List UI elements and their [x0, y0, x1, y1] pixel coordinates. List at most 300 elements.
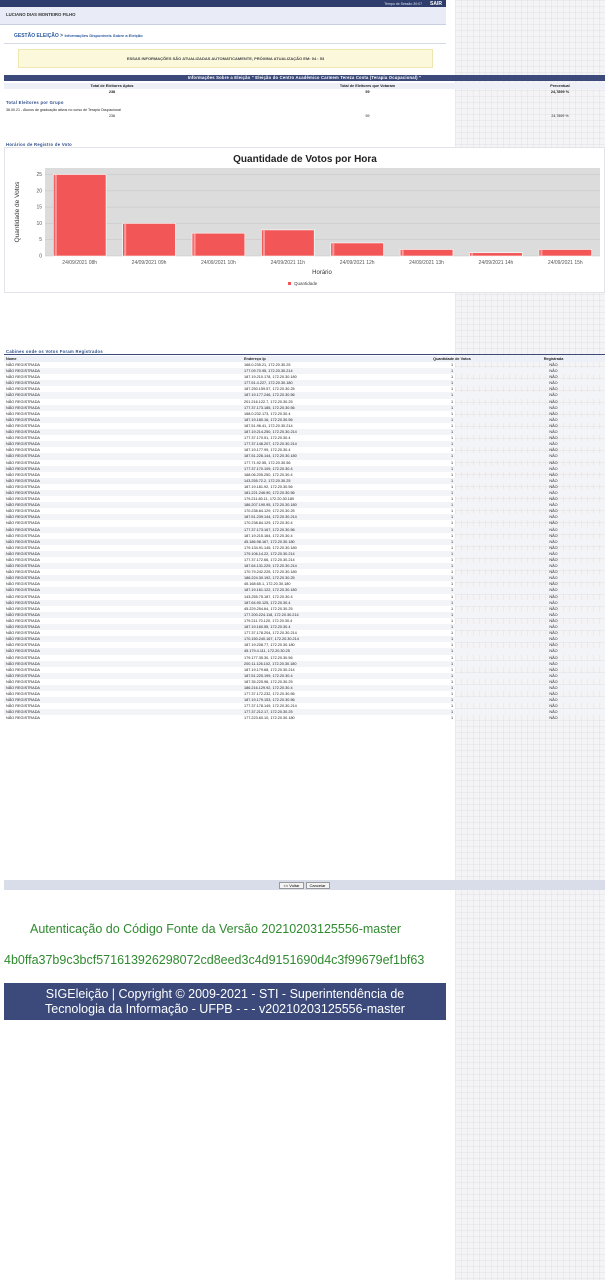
group-values	[4, 114, 605, 118]
cabin-name: NÃO REGISTRADA	[6, 558, 40, 562]
cabin-name: NÃO REGISTRADA	[4, 624, 242, 630]
cabin-registered: NÃO	[502, 441, 605, 447]
cabin-registered: NÃO	[549, 558, 558, 562]
cabin-qty: 1	[402, 441, 502, 447]
cabin-qty: 1	[450, 667, 454, 672]
cabin-registered: NÃO	[502, 648, 605, 654]
cabin-name: NÃO REGISTRADA	[6, 448, 40, 453]
cabin-registered: NÃO	[549, 606, 558, 611]
cabin-ip: 45.168.65.1, 172.20.30.180	[244, 582, 291, 587]
cabin-name: NÃO REGISTRADA	[6, 399, 40, 404]
cabin-registered: NÃO	[502, 490, 605, 496]
cabin-name: NÃO REGISTRADA	[6, 655, 40, 660]
cabin-registered: NÃO	[502, 551, 605, 557]
cabin-qty: 1	[450, 594, 454, 599]
cabin-ip: 170.238.84.129, 172.20.30.25	[244, 509, 295, 514]
election-info-header: Informações Sobre a Eleição " Eleição do Centro Acadêmico Carmem Tereza Costa (Terapia Ocupacional) "	[4, 75, 605, 81]
cabin-registered: NÃO	[502, 368, 605, 374]
cabin-name: NÃO REGISTRADA	[4, 514, 242, 520]
voted-count: 59	[365, 90, 370, 94]
cabin-qty: 1	[402, 551, 502, 557]
group-voted: 59	[365, 114, 370, 118]
cabin-name: NÃO REGISTRADA	[6, 679, 40, 684]
col-ip: Endereço Ip	[242, 356, 402, 362]
col-percent: Percentual	[550, 84, 570, 88]
bar-highlight	[332, 243, 334, 255]
cabin-qty: 1	[450, 521, 454, 526]
cabin-registered: NÃO	[502, 502, 605, 508]
cabin-qty: 1	[402, 429, 502, 435]
cabin-name: NÃO REGISTRADA	[4, 551, 242, 557]
cabin-registered: NÃO	[549, 484, 558, 489]
cabin-registered: NÃO	[502, 685, 605, 691]
cabin-qty: 1	[402, 453, 502, 459]
cabin-ip: 187.35.225.96, 172.20.30.25	[244, 679, 293, 684]
x-tick-label: 24/09/2021 13h	[409, 260, 444, 266]
cabin-qty: 1	[450, 692, 454, 697]
cabin-name: NÃO REGISTRADA	[4, 673, 242, 679]
cabin-name: NÃO REGISTRADA	[6, 643, 40, 648]
cabin-qty: 1	[402, 636, 502, 642]
cabin-ip: 179.211.70.120, 172.20.30.4	[244, 618, 293, 623]
cabin-qty: 1	[450, 399, 454, 404]
cabin-ip: 177.71.92.55, 172.20.30.56	[244, 460, 291, 465]
footer	[4, 983, 446, 1020]
cabin-ip: 177.37.172.66, 172.20.30.214	[244, 558, 295, 562]
cabin-qty: 1	[402, 514, 502, 520]
cabin-qty: 1	[402, 563, 502, 569]
cabin-registered: NÃO	[549, 423, 558, 428]
cabin-qty: 1	[450, 570, 454, 575]
cabin-registered: NÃO	[502, 405, 605, 411]
cabin-registered: NÃO	[549, 436, 558, 441]
cabins-divider	[4, 354, 605, 355]
bar-highlight	[540, 250, 542, 256]
x-tick-labels	[62, 260, 583, 266]
eligible-count: 238	[108, 90, 116, 94]
cabin-name: NÃO REGISTRADA	[4, 612, 242, 618]
cabin-registered: NÃO	[549, 643, 558, 648]
cabin-registered: NÃO	[549, 692, 558, 697]
action-bar	[4, 880, 605, 890]
bar-highlight	[55, 175, 57, 255]
cabin-name: NÃO REGISTRADA	[4, 709, 242, 715]
cabin-name: NÃO REGISTRADA	[4, 453, 242, 459]
cabin-ip: 187.19.177.99, 172.20.30.4	[244, 448, 291, 453]
cabin-ip: 187.19.181.92, 172.20.30.56	[244, 484, 293, 489]
cabin-name: NÃO REGISTRADA	[4, 478, 242, 484]
cabins-section-title: Cabines onde os Votos Foram Registrados	[6, 349, 104, 354]
bar-7	[539, 249, 592, 256]
col-voted: Total de Eleitores que Votaram	[339, 84, 396, 88]
y-tick-label: 5	[39, 237, 42, 244]
cabin-name: NÃO REGISTRADA	[4, 587, 242, 593]
col-qty: Quantidade de Votos	[402, 356, 502, 362]
breadcrumb	[14, 33, 143, 39]
y-tick-label: 15	[36, 204, 42, 211]
cabin-ip: 179.177.35.30, 172.20.30.56	[244, 655, 293, 660]
breadcrumb-current: Informações Disponíveis Sobre a Eleição	[64, 33, 143, 38]
cabin-name: NÃO REGISTRADA	[6, 606, 40, 611]
cabin-registered: NÃO	[549, 387, 558, 392]
y-tick-label: 0	[39, 253, 42, 260]
cabin-ip: 177.37.172.232, 172.20.30.56	[244, 692, 295, 697]
cabin-ip: 170.79.242.225, 172.20.30.180	[244, 570, 297, 575]
cabin-name: NÃO REGISTRADA	[4, 600, 242, 606]
cabin-qty: 1	[450, 497, 454, 502]
cabin-name: NÃO REGISTRADA	[4, 563, 242, 569]
col-registered: Registrada	[502, 356, 605, 362]
y-tick-label: 25	[36, 172, 42, 179]
cabin-ip: 168.0.232.173, 172.20.30.4	[244, 411, 291, 416]
cabin-registered: NÃO	[549, 533, 558, 538]
x-tick-label: 24/09/2021 10h	[201, 260, 236, 266]
cabin-registered: NÃO	[549, 716, 558, 721]
x-tick-label: 24/09/2021 08h	[62, 260, 98, 266]
bar-0	[53, 175, 106, 256]
cabin-ip: 177.200.224.118, 172.20.30.214	[242, 612, 402, 618]
cabin-ip: 179.106.14.22, 172.20.30.214	[242, 551, 402, 557]
cabin-qty: 1	[402, 466, 502, 472]
footer-line-2: Tecnologia da Informação - UFPB - - - v20210203125556-master	[45, 1002, 405, 1016]
top-bar	[0, 0, 446, 7]
cabin-ip: 45.186.98.167, 172.20.30.180	[242, 539, 402, 545]
cabin-ip: 187.51.239.144, 172.20.30.214	[242, 514, 402, 520]
cabin-registered: NÃO	[549, 460, 558, 465]
cabin-ip: 177.37.146.207, 172.20.30.214	[242, 441, 402, 447]
cabin-qty: 1	[402, 417, 502, 423]
cabin-registered: NÃO	[549, 618, 558, 623]
cabin-qty: 1	[450, 545, 454, 550]
bar-highlight	[194, 234, 196, 256]
cabin-name: NÃO REGISTRADA	[6, 692, 40, 697]
cabin-ip: 187.19.160.55, 172.20.30.4	[242, 624, 402, 630]
cabin-registered: NÃO	[549, 411, 558, 416]
cabin-qty: 1	[450, 618, 454, 623]
cabin-qty: 1	[450, 460, 454, 465]
cabin-ip: 170.150.240.167, 172.20.30.214	[242, 636, 402, 642]
footer-line-1: SIGEleição | Copyright © 2009-2021 - STI - Superintendência de	[45, 987, 405, 1001]
cabin-ip: 200.11.126.102, 172.20.30.180	[242, 661, 402, 667]
cabin-ip: 187.250.159.57, 172.20.30.25	[244, 387, 295, 392]
cabin-name: NÃO REGISTRADA	[6, 375, 40, 380]
cabin-ip: 168.0.235.21, 172.20.30.25	[244, 363, 291, 367]
cabin-qty: 1	[450, 363, 454, 367]
cabin-registered: NÃO	[502, 429, 605, 435]
cabin-registered: NÃO	[502, 709, 605, 715]
cabin-qty: 1	[450, 704, 454, 709]
cabin-name: NÃO REGISTRADA	[4, 648, 242, 654]
cabin-qty: 1	[402, 368, 502, 374]
breadcrumb-root[interactable]: GESTÃO ELEIÇÃO	[14, 33, 59, 39]
cabin-name: NÃO REGISTRADA	[6, 387, 40, 392]
cabin-ip: 45.179.4.111, 172.20.30.25	[242, 648, 402, 654]
cabin-registered: NÃO	[502, 563, 605, 569]
legend-label: Quantidade	[294, 281, 318, 286]
cabin-name: NÃO REGISTRADA	[6, 363, 40, 367]
cabin-name: NÃO REGISTRADA	[4, 636, 242, 642]
auth-title: Autenticação do Código Fonte da Versão 20210203125556-master	[30, 922, 402, 936]
cabin-name: NÃO REGISTRADA	[4, 502, 242, 508]
cabin-name: NÃO REGISTRADA	[4, 697, 242, 703]
cabin-qty: 1	[402, 392, 502, 398]
cabin-qty: 1	[450, 423, 454, 428]
x-tick-label: 24/09/2021 12h	[339, 260, 375, 266]
cabin-name: NÃO REGISTRADA	[4, 527, 242, 533]
session-timer: Tempo de Sessão 30:07	[384, 1, 423, 6]
cabin-registered: NÃO	[549, 497, 558, 502]
group-section-title: Total Eleitores por Grupo	[6, 100, 64, 105]
cabin-registered: NÃO	[502, 417, 605, 423]
update-notice: ESSAS INFORMAÇÕES SÃO ATUALIZADAS AUTOMATICAMENTE, PRÓXIMA ATUALIZAÇÃO EM: 04 : 53	[18, 49, 433, 68]
cabin-ip: 179.134.91.145, 172.20.30.180	[244, 545, 297, 550]
cabin-ip: 187.19.179.153, 172.20.30.56	[242, 697, 402, 703]
cabin-qty: 1	[402, 600, 502, 606]
cabin-ip: 177.37.173.167, 172.20.30.56	[242, 527, 402, 533]
cabin-qty: 1	[402, 490, 502, 496]
cabin-ip: 187.64.131.229, 172.20.30.214	[242, 563, 402, 569]
cabin-ip: 177.37.212.17, 172.20.30.25	[242, 709, 402, 715]
y-tick-label: 10	[36, 220, 42, 227]
cabin-ip: 170.238.84.129, 172.20.30.4	[244, 521, 293, 526]
y-tick-label: 20	[36, 188, 42, 195]
cabin-registered: NÃO	[549, 655, 558, 660]
cabin-name: NÃO REGISTRADA	[6, 618, 40, 623]
logout-link[interactable]: SAIR	[430, 0, 442, 7]
cabin-registered: NÃO	[502, 539, 605, 545]
cabin-ip: 187.19.215.164, 172.20.30.4	[244, 533, 293, 538]
cabin-qty: 1	[402, 575, 502, 581]
cabin-name: NÃO REGISTRADA	[6, 716, 40, 721]
cabin-registered: NÃO	[502, 600, 605, 606]
election-stats	[4, 83, 605, 95]
bar-highlight	[124, 224, 126, 256]
cabin-registered: NÃO	[502, 624, 605, 630]
cabin-ip: 179.211.80.11, 172.20.30.180	[244, 497, 295, 502]
cabin-registered: NÃO	[502, 514, 605, 520]
cabin-ip: 177.51.4.227, 172.20.30.180	[242, 380, 402, 386]
x-tick-label: 24/09/2021 09h	[131, 260, 167, 266]
cabin-name: NÃO REGISTRADA	[4, 466, 242, 472]
cabin-ip: 187.19.214.250, 172.20.30.214	[242, 429, 402, 435]
cabin-registered: NÃO	[549, 448, 558, 453]
cabin-ip: 177.37.173.185, 172.20.30.56	[242, 405, 402, 411]
cabin-registered: NÃO	[549, 594, 558, 599]
group-percent: 24,7899 %	[551, 114, 569, 118]
cabin-ip: 186.216.129.92, 172.20.30.4	[242, 685, 402, 691]
cabin-qty: 1	[450, 411, 454, 416]
back-button[interactable]: << Voltar	[279, 882, 303, 889]
bar-3	[261, 230, 314, 256]
cancel-button[interactable]: Cancelar	[306, 882, 330, 889]
col-eligible: Total de Eleitores Aptos	[90, 84, 134, 88]
cabin-qty: 1	[450, 375, 454, 380]
cabin-registered: NÃO	[549, 704, 558, 709]
cabin-qty: 1	[402, 673, 502, 679]
cabin-ip: 187.19.177.246, 172.20.30.56	[242, 392, 402, 398]
cabin-registered: NÃO	[502, 636, 605, 642]
cabin-name: NÃO REGISTRADA	[4, 575, 242, 581]
cabin-name: NÃO REGISTRADA	[6, 545, 40, 550]
cabin-qty: 1	[450, 716, 454, 721]
cabin-qty: 1	[402, 661, 502, 667]
cabin-name: NÃO REGISTRADA	[6, 582, 40, 587]
cabin-registered: NÃO	[549, 631, 558, 636]
cabin-registered: NÃO	[549, 399, 558, 404]
cabin-ip: 187.19.210.178, 172.20.30.180	[244, 375, 297, 380]
cabin-name: NÃO REGISTRADA	[4, 392, 242, 398]
cabin-name: NÃO REGISTRADA	[6, 436, 40, 441]
bar-4	[331, 243, 384, 256]
col-name: Nome	[4, 356, 242, 362]
cabin-qty: 1	[402, 624, 502, 630]
cabin-name: NÃO REGISTRADA	[4, 368, 242, 374]
x-tick-label: 24/09/2021 15h	[547, 260, 583, 266]
cabin-registered: NÃO	[549, 582, 558, 587]
cabin-ip: 177.37.178.149, 172.20.30.214	[244, 704, 297, 709]
cabin-registered: NÃO	[549, 509, 558, 514]
cabin-registered: NÃO	[549, 521, 558, 526]
cabin-ip: 187.51.226.144, 172.20.30.180	[242, 453, 402, 459]
cabin-name: NÃO REGISTRADA	[6, 704, 40, 709]
cabin-name: NÃO REGISTRADA	[6, 570, 40, 575]
group-row	[4, 108, 605, 118]
cabin-ip: 177.223.60.10, 172.20.30.180	[244, 716, 295, 721]
cabin-qty: 1	[450, 436, 454, 441]
cabin-registered: NÃO	[502, 478, 605, 484]
cabin-qty: 1	[402, 697, 502, 703]
source-hash: 4b0ffa37b9c3bcf571613926298072cd8eed3c4d9151690d4c3f99679ef1bf63	[4, 953, 425, 967]
group-label: 36.00.21 - Alunos de graduação ativos no curso de Terapia Ocupacional	[6, 108, 121, 112]
bar-highlight	[471, 253, 473, 255]
cabin-ip: 186.207.190.95, 172.20.30.180	[242, 502, 402, 508]
cabin-ip: 201.216.122.7, 172.20.30.25	[244, 399, 293, 404]
cabin-ip: 45.229.254.64, 172.20.30.25	[244, 606, 293, 611]
cabin-name: NÃO REGISTRADA	[4, 661, 242, 667]
cabin-name: NÃO REGISTRADA	[4, 380, 242, 386]
cabin-qty: 1	[402, 709, 502, 715]
turnout-percent: 24,7899 %	[550, 90, 570, 94]
cabin-qty: 1	[402, 648, 502, 654]
cabin-ip: 187.19.208.77, 172.20.30.180	[244, 643, 295, 648]
y-axis-label: Quantidade de Votos	[14, 181, 21, 243]
breadcrumb-separator: >	[58, 33, 65, 39]
cabin-ip: 187.51.96.41, 172.20.30.214	[244, 423, 293, 428]
cabin-ip: 187.19.161.122, 172.20.30.180	[242, 587, 402, 593]
cabin-qty: 1	[450, 679, 454, 684]
cabin-registered: NÃO	[549, 679, 558, 684]
cabin-ip: 143.255.75.187, 172.20.30.4	[244, 594, 293, 599]
cabin-ip: 177.37.170.51, 172.20.30.4	[244, 436, 291, 441]
cabin-name: NÃO REGISTRADA	[4, 441, 242, 447]
cabin-ip: 177.37.178.204, 172.20.30.214	[244, 631, 297, 636]
cabin-registered: NÃO	[549, 570, 558, 575]
cabin-name: NÃO REGISTRADA	[6, 411, 40, 416]
chart-title: Quantidade de Votos por Hora	[233, 154, 377, 165]
cabin-registered: NÃO	[549, 472, 558, 477]
cabin-name: NÃO REGISTRADA	[4, 417, 242, 423]
cabin-name: NÃO REGISTRADA	[4, 685, 242, 691]
cabin-registered: NÃO	[549, 545, 558, 550]
bar-6	[470, 253, 523, 256]
bar-2	[192, 233, 245, 256]
y-tick-labels	[36, 172, 42, 259]
cabin-qty: 1	[450, 448, 454, 453]
chart-svg	[5, 148, 605, 294]
cabins-table	[4, 356, 605, 722]
user-bar	[0, 7, 446, 25]
cabin-qty: 1	[402, 539, 502, 545]
cabins-table-body	[4, 362, 605, 722]
legend-swatch	[288, 282, 291, 285]
group-eligible: 238	[109, 114, 115, 118]
cabin-name: NÃO REGISTRADA	[6, 484, 40, 489]
cabin-name: NÃO REGISTRADA	[6, 509, 40, 514]
cabin-qty: 1	[450, 582, 454, 587]
cabin-name: NÃO REGISTRADA	[6, 497, 40, 502]
cabin-ip: 187.64.90.125, 172.20.30.4	[242, 600, 402, 606]
x-tick-label: 24/09/2021 14h	[478, 260, 514, 266]
cabin-registered: NÃO	[502, 587, 605, 593]
cabin-qty: 1	[450, 472, 454, 477]
cabin-qty: 1	[402, 587, 502, 593]
user-name: LUCIANO DIAS MONTEIRO FILHO	[6, 12, 76, 17]
cabin-registered: NÃO	[502, 392, 605, 398]
bar-highlight	[402, 250, 404, 256]
cabin-name: NÃO REGISTRADA	[4, 429, 242, 435]
cabin-name: NÃO REGISTRADA	[6, 594, 40, 599]
cabin-qty: 1	[450, 387, 454, 392]
cabin-name: NÃO REGISTRADA	[6, 533, 40, 538]
cabin-registered: NÃO	[502, 380, 605, 386]
cabin-registered: NÃO	[502, 575, 605, 581]
cabin-name: NÃO REGISTRADA	[4, 405, 242, 411]
cabin-registered: NÃO	[502, 673, 605, 679]
cabin-qty: 1	[450, 484, 454, 489]
cabin-ip: 187.51.225.199, 172.20.30.4	[242, 673, 402, 679]
cabin-qty: 1	[450, 558, 454, 562]
cabin-qty: 1	[402, 527, 502, 533]
cabin-qty: 1	[450, 631, 454, 636]
cabin-ip: 168.06.205.250, 172.20.30.4	[244, 472, 293, 477]
cabin-registered: NÃO	[502, 612, 605, 618]
cabin-name: NÃO REGISTRADA	[6, 521, 40, 526]
cabin-ip: 186.224.30.192, 172.20.30.25	[242, 575, 402, 581]
cabin-registered: NÃO	[549, 363, 558, 367]
cabin-registered: NÃO	[549, 667, 558, 672]
bar-highlight	[263, 230, 265, 255]
cabin-ip: 177.37.170.109, 172.20.30.4	[242, 466, 402, 472]
chart-section-title: Horários de Registro de Voto	[6, 142, 73, 147]
table-row	[4, 715, 605, 721]
cabin-registered: NÃO	[549, 375, 558, 380]
cabin-qty: 1	[402, 380, 502, 386]
cabin-registered: NÃO	[502, 661, 605, 667]
breadcrumb-divider	[4, 43, 446, 44]
x-tick-label: 24/09/2021 11h	[270, 260, 306, 266]
cabin-qty: 1	[402, 685, 502, 691]
cabin-ip: 187.19.179.68, 172.20.30.214	[244, 667, 295, 672]
cabin-qty: 1	[402, 502, 502, 508]
cabin-qty: 1	[450, 606, 454, 611]
stats-value-row	[4, 89, 605, 95]
cabin-ip: 181.221.246.90, 172.20.30.56	[242, 490, 402, 496]
cabin-qty: 1	[450, 643, 454, 648]
cabin-qty: 1	[402, 405, 502, 411]
bar-1	[123, 223, 176, 256]
cabin-registered: NÃO	[502, 466, 605, 472]
cabin-name: NÃO REGISTRADA	[6, 667, 40, 672]
